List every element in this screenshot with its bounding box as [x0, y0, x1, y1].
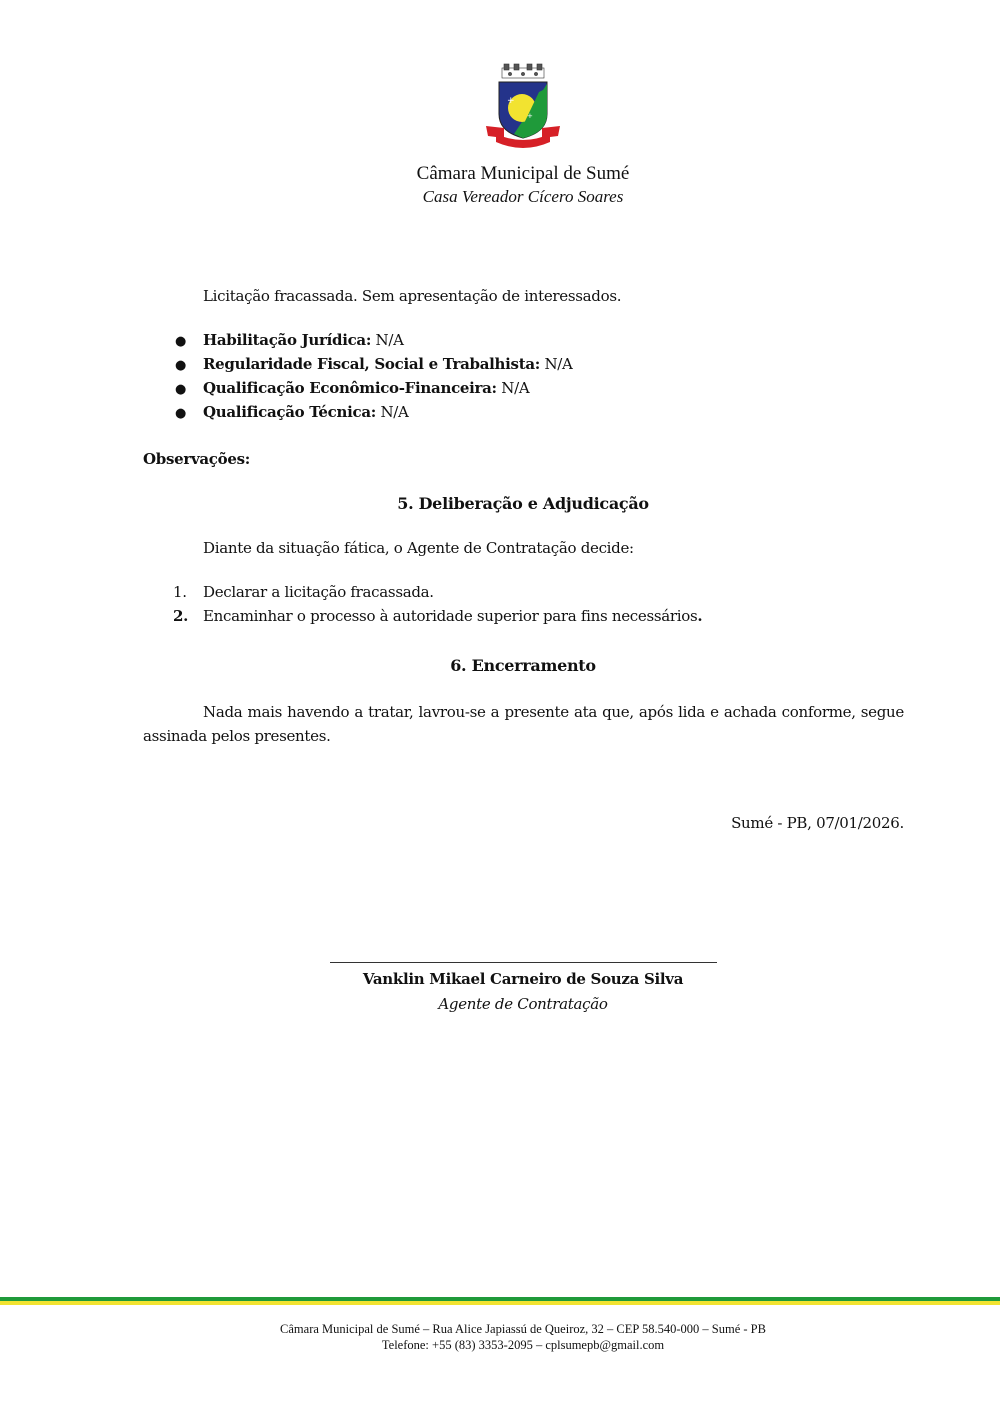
svg-text:+: + — [507, 96, 515, 106]
list-number: 1. — [173, 583, 187, 601]
requirement-label: Qualificação Econômico-Financeira: — [203, 379, 497, 397]
organization-subtitle: Casa Vereador Cícero Soares — [422, 187, 624, 206]
date-line: Sumé - PB, 07/01/2026. — [731, 814, 904, 832]
decision-item — [203, 607, 702, 625]
requirement-item — [203, 355, 573, 373]
requirement-item — [203, 403, 409, 421]
decision-item: Declarar a licitação fracassada. — [203, 583, 434, 601]
requirement-label: Habilitação Jurídica: — [203, 331, 372, 349]
bullet-icon: ● — [175, 406, 187, 421]
footer-contact: Telefone: +55 (83) 3353-2095 – cplsumepb@gmail.com — [381, 1338, 665, 1352]
footer-address: Câmara Municipal de Sumé – Rua Alice Japiassú de Queiroz, 32 – CEP 58.540-000 – Sumé - PB — [280, 1322, 766, 1336]
decision-item-tail: . — [697, 607, 703, 625]
requirement-label: Qualificação Técnica: — [203, 403, 376, 421]
list-number: 2. — [173, 607, 189, 625]
svg-text:+: + — [527, 112, 533, 120]
footer-yellow-band — [0, 1301, 1000, 1305]
bullet-icon: ● — [175, 382, 187, 397]
bullet-icon: ● — [175, 334, 187, 349]
intro-paragraph: Licitação fracassada. Sem apresentação de interessados. — [203, 287, 622, 305]
closing-paragraph: Nada mais havendo a tratar, lavrou-se a presente ata que, após lida e achada conforme, segue assinada pelos presentes. — [143, 703, 904, 745]
municipal-coat-of-arms-icon — [484, 62, 562, 152]
requirement-value: N/A — [496, 379, 530, 397]
requirement-label: Regularidade Fiscal, Social e Trabalhista: — [203, 355, 540, 373]
requirement-item — [203, 379, 529, 397]
bullet-icon: ● — [175, 358, 187, 373]
section-6-heading: 6. Encerramento — [450, 656, 596, 675]
signatory-name: Vanklin Mikael Carneiro de Souza Silva — [362, 970, 684, 988]
decision-item-text: Encaminhar o processo à autoridade superior para fins necessários — [203, 607, 698, 625]
section-5-lead: Diante da situação fática, o Agente de Contratação decide: — [203, 539, 634, 557]
requirement-item — [203, 331, 404, 349]
requirement-value: N/A — [371, 331, 404, 349]
observations-label: Observações: — [143, 450, 250, 468]
section-5-heading: 5. Deliberação e Adjudicação — [397, 494, 649, 513]
signature-line — [330, 962, 717, 963]
requirement-value: N/A — [375, 403, 409, 421]
organization-name: Câmara Municipal de Sumé — [416, 163, 630, 184]
requirement-value: N/A — [539, 355, 573, 373]
signatory-role: Agente de Contratação — [438, 995, 608, 1013]
